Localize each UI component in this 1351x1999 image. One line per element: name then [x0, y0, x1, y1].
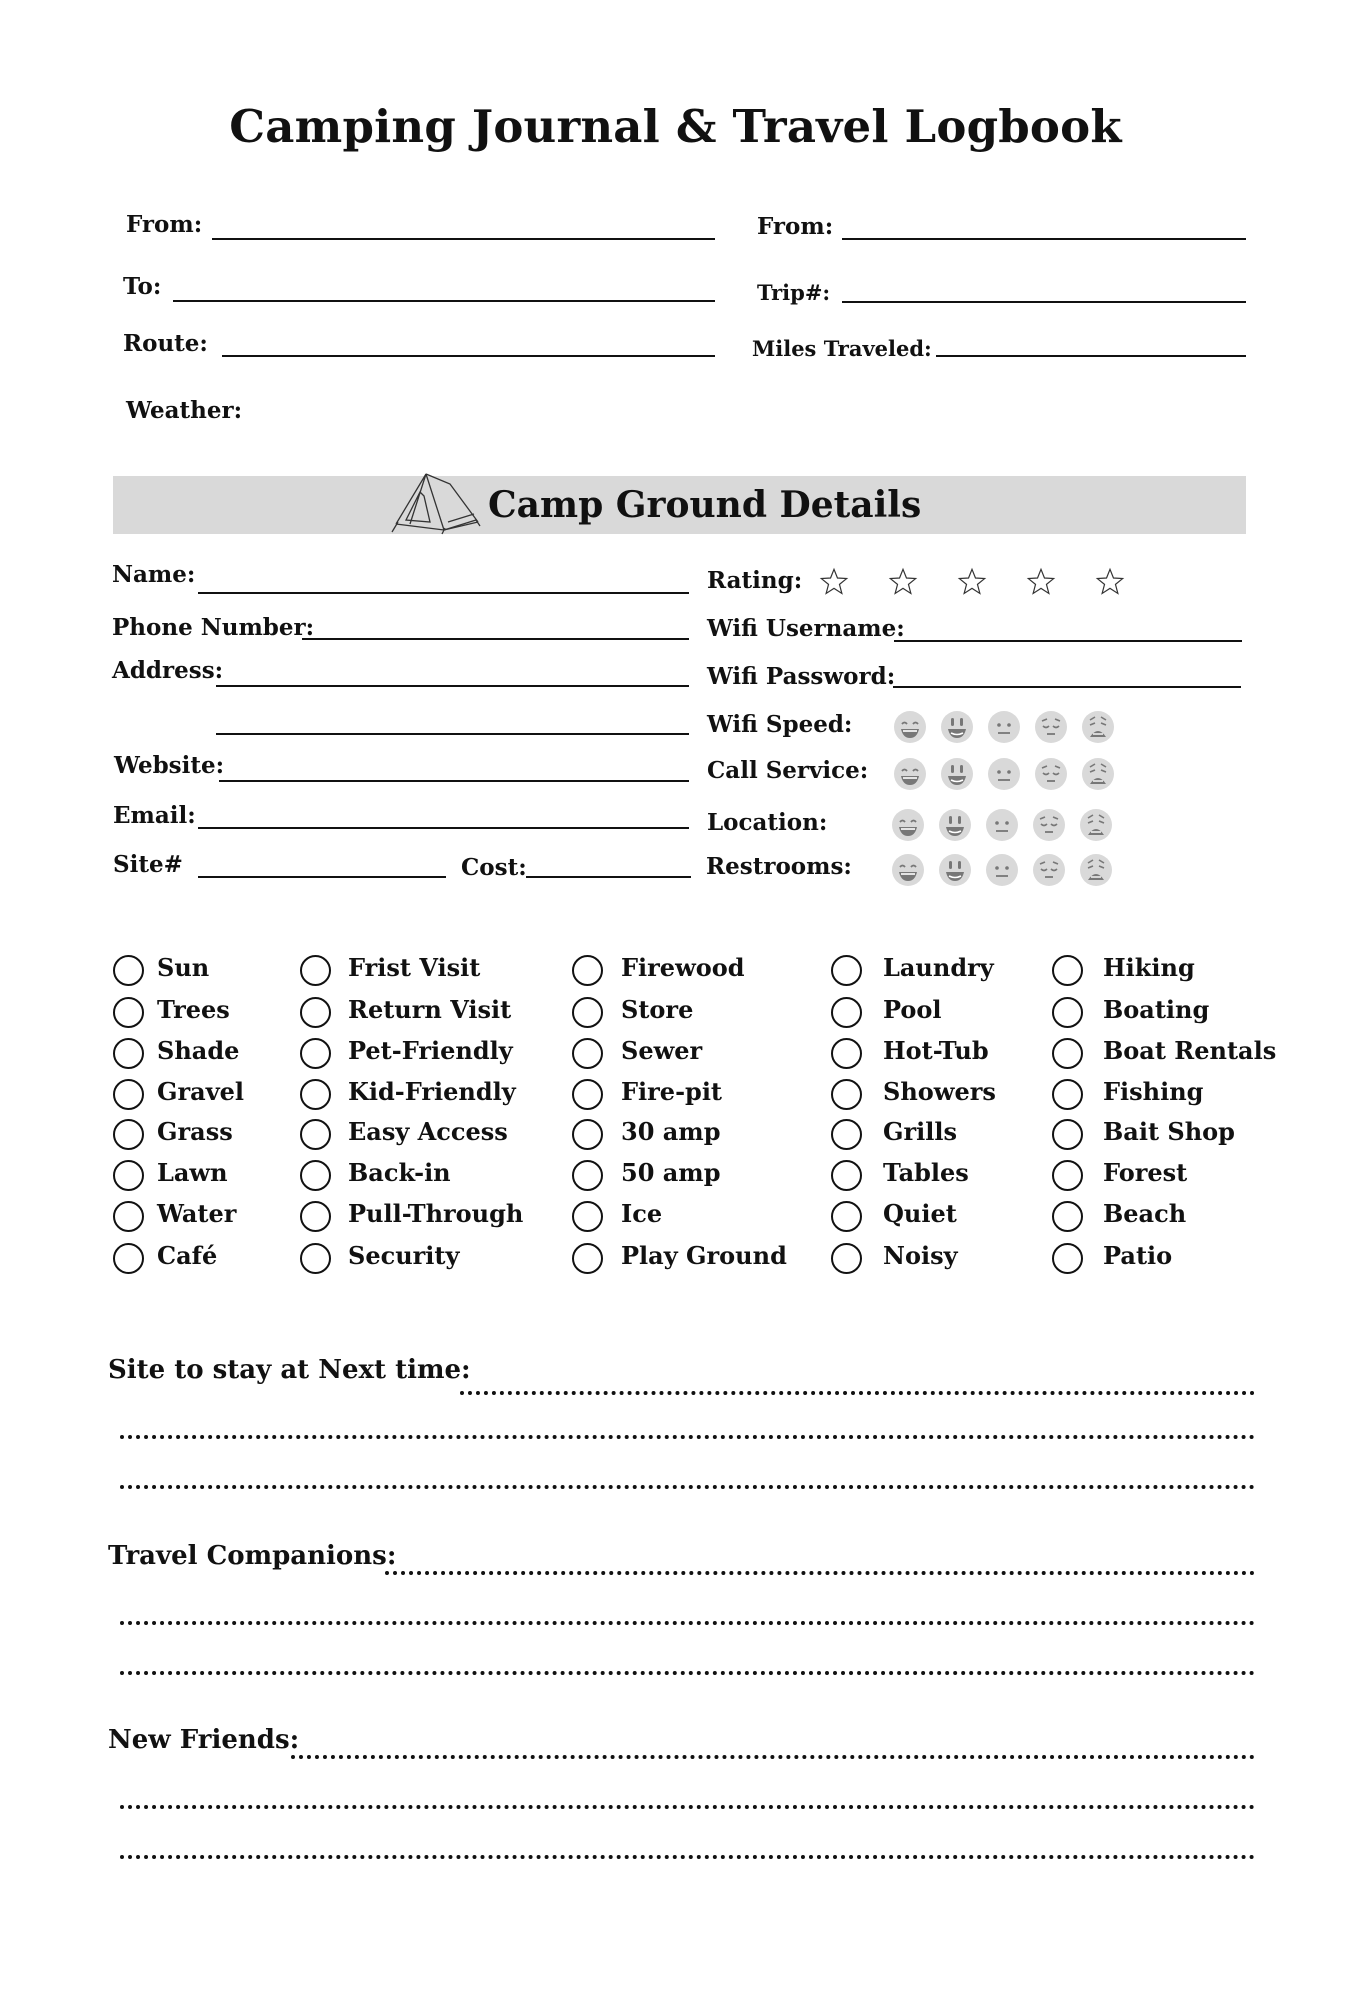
- radio-circle[interactable]: [113, 1201, 144, 1232]
- amenity-label: Shade: [157, 1036, 240, 1065]
- phone-field[interactable]: [302, 638, 689, 640]
- amenity-label: Pool: [883, 995, 942, 1024]
- amenity-label: Boat Rentals: [1103, 1036, 1277, 1065]
- star-rating[interactable]: [818, 566, 1126, 598]
- amenity-label: Showers: [883, 1077, 996, 1106]
- amenity-label: Ice: [621, 1199, 663, 1228]
- amenity-label: Sewer: [621, 1036, 703, 1065]
- amenity-label: 30 amp: [621, 1117, 721, 1146]
- amenity-label: Beach: [1103, 1199, 1187, 1228]
- amenity-label: Return Visit: [348, 995, 512, 1024]
- amenity-label: Sun: [157, 953, 210, 982]
- amenity-label: Bait Shop: [1103, 1117, 1235, 1146]
- miles-traveled-field[interactable]: [936, 355, 1246, 357]
- radio-circle[interactable]: [1052, 1243, 1083, 1274]
- radio-circle[interactable]: [300, 1079, 331, 1110]
- radio-circle[interactable]: [831, 1160, 862, 1191]
- wifi-password-field[interactable]: [893, 686, 1241, 688]
- route-field[interactable]: [222, 355, 715, 357]
- amenity-label: Water: [157, 1199, 237, 1228]
- pensive-face-icon[interactable]: [1032, 808, 1066, 842]
- amenity-label: Grills: [883, 1117, 958, 1146]
- weary-face-icon[interactable]: [1081, 710, 1115, 744]
- neutral-face-icon[interactable]: [987, 710, 1021, 744]
- grinning-squinting-face-icon[interactable]: [893, 710, 927, 744]
- smiling-face-icon[interactable]: [940, 757, 974, 791]
- phone-label: Phone Number:: [112, 614, 315, 641]
- amenity-label: Back-in: [348, 1158, 451, 1187]
- location-label: Location:: [707, 809, 828, 836]
- radio-circle[interactable]: [113, 955, 144, 986]
- campground-heading: Camp Ground Details: [488, 484, 922, 526]
- call-service-rating[interactable]: [893, 757, 1115, 791]
- grinning-squinting-face-icon[interactable]: [891, 853, 925, 887]
- radio-circle[interactable]: [572, 1201, 603, 1232]
- radio-circle[interactable]: [113, 1079, 144, 1110]
- amenity-label: Trees: [157, 995, 230, 1024]
- radio-circle[interactable]: [572, 997, 603, 1028]
- radio-circle[interactable]: [1052, 955, 1083, 986]
- wifi-username-label: Wifi Username:: [707, 615, 905, 642]
- page-title: Camping Journal & Travel Logbook: [229, 100, 1122, 153]
- email-field[interactable]: [198, 827, 689, 829]
- amenity-label: Laundry: [883, 953, 994, 982]
- website-label: Website:: [114, 752, 225, 779]
- notes-label: Travel Companions:: [108, 1541, 397, 1571]
- trip-number-field[interactable]: [842, 301, 1246, 303]
- amenity-label: Hiking: [1103, 953, 1195, 982]
- notes-dotted-line[interactable]: [385, 1571, 1255, 1575]
- star-outline-icon[interactable]: [1094, 566, 1126, 598]
- neutral-face-icon[interactable]: [985, 853, 1019, 887]
- cost-field[interactable]: [526, 876, 691, 878]
- smiling-face-icon[interactable]: [938, 853, 972, 887]
- site-number-label: Site#: [113, 851, 183, 878]
- notes-dotted-line[interactable]: [120, 1671, 1255, 1675]
- wifi-username-field[interactable]: [894, 640, 1242, 642]
- amenity-label: Pet-Friendly: [348, 1036, 513, 1065]
- amenity-label: Lawn: [157, 1158, 228, 1187]
- radio-circle[interactable]: [300, 1160, 331, 1191]
- address-label: Address:: [112, 657, 224, 684]
- notes-dotted-line[interactable]: [120, 1435, 1255, 1439]
- radio-circle[interactable]: [831, 955, 862, 986]
- radio-circle[interactable]: [1052, 1160, 1083, 1191]
- miles-traveled-label: Miles Traveled:: [752, 336, 932, 361]
- from-field[interactable]: [212, 238, 715, 240]
- radio-circle[interactable]: [113, 997, 144, 1028]
- address-field-1[interactable]: [216, 685, 689, 687]
- notes-dotted-line[interactable]: [120, 1855, 1255, 1859]
- notes-dotted-line[interactable]: [120, 1485, 1255, 1489]
- neutral-face-icon[interactable]: [985, 808, 1019, 842]
- radio-circle[interactable]: [831, 997, 862, 1028]
- weather-label: Weather:: [126, 397, 243, 424]
- address-field-2[interactable]: [216, 733, 689, 735]
- radio-circle[interactable]: [572, 1160, 603, 1191]
- radio-circle[interactable]: [300, 1201, 331, 1232]
- site-number-field[interactable]: [198, 876, 446, 878]
- amenity-label: Fire-pit: [621, 1077, 723, 1106]
- radio-circle[interactable]: [300, 1243, 331, 1274]
- radio-circle[interactable]: [831, 1243, 862, 1274]
- radio-circle[interactable]: [1052, 1079, 1083, 1110]
- radio-circle[interactable]: [1052, 1038, 1083, 1069]
- radio-circle[interactable]: [113, 1119, 144, 1150]
- from-right-field[interactable]: [842, 238, 1246, 240]
- notes-dotted-line[interactable]: [460, 1391, 1255, 1395]
- notes-label: Site to stay at Next time:: [108, 1355, 471, 1385]
- rating-label: Rating:: [707, 567, 803, 594]
- to-field[interactable]: [173, 300, 715, 302]
- from-label: From:: [126, 211, 203, 238]
- location-rating[interactable]: [891, 808, 1113, 842]
- to-label: To:: [123, 273, 162, 300]
- amenity-label: Boating: [1103, 995, 1210, 1024]
- amenity-label: Fishing: [1103, 1077, 1204, 1106]
- radio-circle[interactable]: [113, 1038, 144, 1069]
- radio-circle[interactable]: [572, 1119, 603, 1150]
- amenity-label: Tables: [883, 1158, 969, 1187]
- radio-circle[interactable]: [113, 1243, 144, 1274]
- pensive-face-icon[interactable]: [1034, 710, 1068, 744]
- radio-circle[interactable]: [572, 955, 603, 986]
- amenity-label: Easy Access: [348, 1117, 508, 1146]
- radio-circle[interactable]: [300, 997, 331, 1028]
- radio-circle[interactable]: [572, 1079, 603, 1110]
- wifi-password-label: Wifi Password:: [707, 663, 896, 690]
- amenity-label: Kid-Friendly: [348, 1077, 516, 1106]
- restrooms-label: Restrooms:: [706, 853, 852, 880]
- radio-circle[interactable]: [1052, 1119, 1083, 1150]
- star-outline-icon[interactable]: [1025, 566, 1057, 598]
- star-outline-icon[interactable]: [818, 566, 850, 598]
- amenity-label: 50 amp: [621, 1158, 721, 1187]
- notes-label: New Friends:: [108, 1725, 300, 1755]
- radio-circle[interactable]: [300, 1119, 331, 1150]
- radio-circle[interactable]: [831, 1038, 862, 1069]
- amenity-label: Noisy: [883, 1241, 958, 1270]
- name-label: Name:: [112, 561, 196, 588]
- amenity-label: Hot-Tub: [883, 1036, 989, 1065]
- weary-face-icon[interactable]: [1081, 757, 1115, 791]
- grinning-squinting-face-icon[interactable]: [891, 808, 925, 842]
- cost-label: Cost:: [461, 854, 527, 881]
- star-outline-icon[interactable]: [887, 566, 919, 598]
- amenity-label: Store: [621, 995, 694, 1024]
- restrooms-rating[interactable]: [891, 853, 1113, 887]
- star-outline-icon[interactable]: [956, 566, 988, 598]
- amenity-label: Patio: [1103, 1241, 1173, 1270]
- pensive-face-icon[interactable]: [1034, 757, 1068, 791]
- amenity-label: Forest: [1103, 1158, 1188, 1187]
- amenity-label: Pull-Through: [348, 1199, 524, 1228]
- notes-dotted-line[interactable]: [120, 1805, 1255, 1809]
- email-label: Email:: [113, 802, 196, 829]
- amenity-label: Café: [157, 1241, 218, 1270]
- tent-icon: [390, 472, 482, 536]
- amenity-label: Quiet: [883, 1199, 957, 1228]
- neutral-face-icon[interactable]: [987, 757, 1021, 791]
- grinning-squinting-face-icon[interactable]: [893, 757, 927, 791]
- pensive-face-icon[interactable]: [1032, 853, 1066, 887]
- radio-circle[interactable]: [1052, 997, 1083, 1028]
- amenity-label: Play Ground: [621, 1241, 787, 1270]
- amenity-label: Firewood: [621, 953, 745, 982]
- weary-face-icon[interactable]: [1079, 853, 1113, 887]
- from-right-label: From:: [757, 213, 834, 240]
- wifi-speed-rating[interactable]: [893, 710, 1115, 744]
- radio-circle[interactable]: [300, 1038, 331, 1069]
- route-label: Route:: [123, 330, 208, 357]
- radio-circle[interactable]: [831, 1119, 862, 1150]
- radio-circle[interactable]: [831, 1079, 862, 1110]
- amenity-label: Grass: [157, 1117, 233, 1146]
- call-service-label: Call Service:: [707, 757, 869, 784]
- amenity-label: Frist Visit: [348, 953, 481, 982]
- radio-circle[interactable]: [572, 1038, 603, 1069]
- notes-dotted-line[interactable]: [291, 1755, 1255, 1759]
- amenity-label: Security: [348, 1241, 460, 1270]
- radio-circle[interactable]: [113, 1160, 144, 1191]
- radio-circle[interactable]: [300, 955, 331, 986]
- wifi-speed-label: Wifi Speed:: [707, 711, 853, 738]
- name-field[interactable]: [198, 592, 689, 594]
- radio-circle[interactable]: [572, 1243, 603, 1274]
- trip-number-label: Trip#:: [757, 280, 831, 305]
- weary-face-icon[interactable]: [1079, 808, 1113, 842]
- notes-dotted-line[interactable]: [120, 1621, 1255, 1625]
- smiling-face-icon[interactable]: [940, 710, 974, 744]
- radio-circle[interactable]: [1052, 1201, 1083, 1232]
- smiling-face-icon[interactable]: [938, 808, 972, 842]
- amenity-label: Gravel: [157, 1077, 245, 1106]
- radio-circle[interactable]: [831, 1201, 862, 1232]
- website-field[interactable]: [219, 780, 689, 782]
